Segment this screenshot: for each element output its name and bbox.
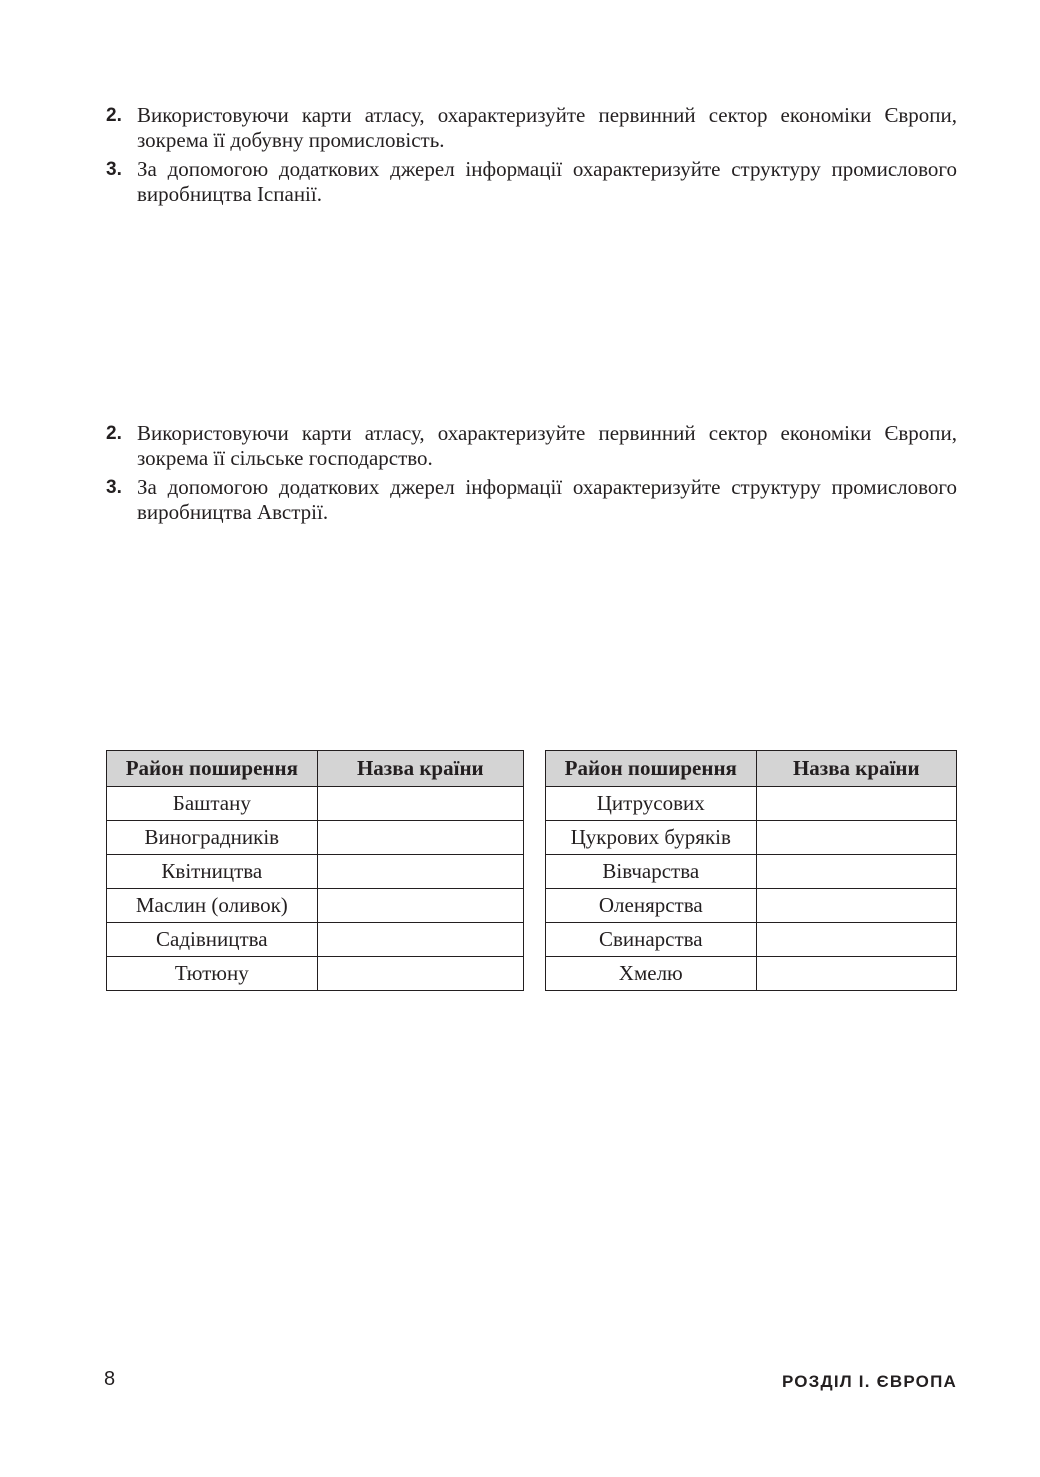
column-header-country: Назва країни bbox=[756, 751, 956, 787]
region-cell: Цитрусових bbox=[546, 787, 757, 821]
country-answer-cell[interactable] bbox=[756, 787, 956, 821]
table-right bbox=[545, 750, 957, 991]
country-answer-cell[interactable] bbox=[317, 821, 523, 855]
task-text: Використовуючи карти атласу, охарактеризуйте первинний сектор економіки Європи, зокрема її сільське господарство. bbox=[137, 421, 957, 470]
region-cell: Тютюну bbox=[107, 957, 318, 991]
table-row bbox=[546, 855, 957, 889]
country-answer-cell[interactable] bbox=[756, 855, 956, 889]
country-answer-cell[interactable] bbox=[317, 957, 523, 991]
table-header-row bbox=[107, 751, 524, 787]
task-item bbox=[104, 157, 957, 207]
table-row bbox=[107, 821, 524, 855]
region-cell: Квітництва bbox=[107, 855, 318, 889]
task-number: 2. bbox=[106, 423, 122, 444]
country-answer-cell[interactable] bbox=[317, 923, 523, 957]
region-cell: Цукрових буряків bbox=[546, 821, 757, 855]
country-answer-cell[interactable] bbox=[756, 821, 956, 855]
table-row bbox=[546, 821, 957, 855]
table-row bbox=[107, 787, 524, 821]
page-number: 8 bbox=[104, 1368, 116, 1390]
table-header-row bbox=[546, 751, 957, 787]
region-cell: Вівчарства bbox=[546, 855, 757, 889]
table-row bbox=[107, 889, 524, 923]
table-left bbox=[106, 750, 524, 991]
column-header-region: Район поширення bbox=[546, 751, 757, 787]
table-row bbox=[546, 889, 957, 923]
task-number: 2. bbox=[106, 105, 122, 126]
task-item bbox=[104, 103, 957, 153]
task-text: За допомогою додаткових джерел інформації охарактеризуйте структуру промислового виробництва Іспанії. bbox=[137, 157, 957, 206]
task-text: Використовуючи карти атласу, охарактеризуйте первинний сектор економіки Європи, зокрема її добувну промисловість. bbox=[137, 103, 957, 152]
country-answer-cell[interactable] bbox=[317, 855, 523, 889]
task-block-2 bbox=[104, 421, 957, 529]
country-answer-cell[interactable] bbox=[756, 957, 956, 991]
task-text: За допомогою додаткових джерел інформації охарактеризуйте структуру промислового виробництва Австрії. bbox=[137, 475, 957, 524]
region-cell: Оленярства bbox=[546, 889, 757, 923]
region-cell: Свинарства bbox=[546, 923, 757, 957]
table-row bbox=[107, 923, 524, 957]
country-answer-cell[interactable] bbox=[756, 889, 956, 923]
region-cell: Виноградників bbox=[107, 821, 318, 855]
task-block-1 bbox=[104, 103, 957, 211]
country-answer-cell[interactable] bbox=[317, 787, 523, 821]
table-row bbox=[107, 855, 524, 889]
region-cell: Баштану bbox=[107, 787, 318, 821]
task-item bbox=[104, 421, 957, 471]
country-answer-cell[interactable] bbox=[756, 923, 956, 957]
column-header-region: Район поширення bbox=[107, 751, 318, 787]
table-row bbox=[546, 787, 957, 821]
task-number: 3. bbox=[106, 477, 122, 498]
column-header-country: Назва країни bbox=[317, 751, 523, 787]
table-row bbox=[107, 957, 524, 991]
country-answer-cell[interactable] bbox=[317, 889, 523, 923]
region-cell: Маслин (оливок) bbox=[107, 889, 318, 923]
region-cell: Садівництва bbox=[107, 923, 318, 957]
table-row bbox=[546, 923, 957, 957]
task-number: 3. bbox=[106, 159, 122, 180]
table-row bbox=[546, 957, 957, 991]
region-cell: Хмелю bbox=[546, 957, 757, 991]
section-title: РОЗДІЛ І. ЄВРОПА bbox=[781, 1372, 957, 1391]
task-item bbox=[104, 475, 957, 525]
